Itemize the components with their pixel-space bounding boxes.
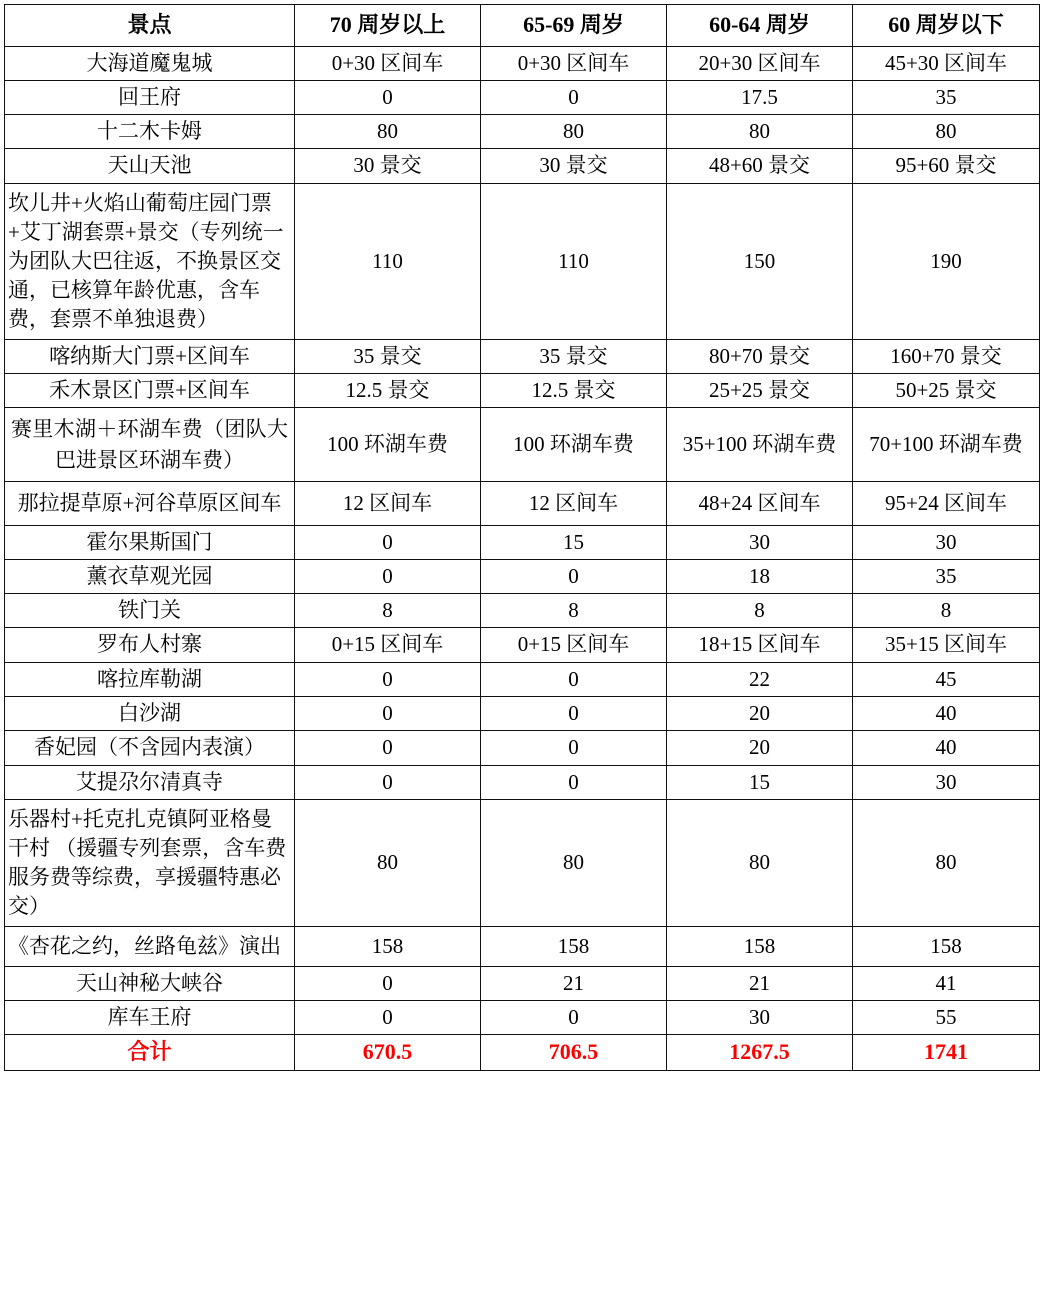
spot-name-cell: 大海道魔鬼城	[5, 46, 295, 80]
price-cell: 35+100 环湖车费	[667, 408, 853, 482]
price-cell: 45+30 区间车	[853, 46, 1040, 80]
price-cell: 30	[667, 1001, 853, 1035]
price-cell: 35 景交	[481, 339, 667, 373]
price-cell: 41	[853, 966, 1040, 1000]
price-cell: 20	[667, 697, 853, 731]
price-cell: 12.5 景交	[481, 373, 667, 407]
price-cell: 30 景交	[295, 149, 481, 183]
table-row	[5, 525, 1040, 559]
price-cell: 25+25 景交	[667, 373, 853, 407]
spot-name-cell: 天山神秘大峡谷	[5, 966, 295, 1000]
price-cell: 12 区间车	[295, 482, 481, 525]
price-cell: 95+24 区间车	[853, 482, 1040, 525]
price-cell: 30	[853, 765, 1040, 799]
price-cell: 40	[853, 697, 1040, 731]
price-cell: 0+30 区间车	[481, 46, 667, 80]
column-header-age-65-69: 65-69 周岁	[481, 5, 667, 47]
price-cell: 8	[481, 594, 667, 628]
price-cell: 17.5	[667, 80, 853, 114]
price-cell: 0	[481, 697, 667, 731]
spot-name-cell: 赛里木湖＋环湖车费（团队大巴进景区环湖车费）	[5, 408, 295, 482]
price-cell: 0	[481, 559, 667, 593]
spot-name-cell: 天山天池	[5, 149, 295, 183]
price-cell: 0	[295, 525, 481, 559]
table-row	[5, 697, 1040, 731]
price-cell: 70+100 环湖车费	[853, 408, 1040, 482]
price-cell: 48+24 区间车	[667, 482, 853, 525]
price-cell: 80+70 景交	[667, 339, 853, 373]
price-cell: 15	[481, 525, 667, 559]
spot-name-cell: 喀拉库勒湖	[5, 662, 295, 696]
table-row	[5, 46, 1040, 80]
price-cell: 158	[481, 926, 667, 966]
price-cell: 55	[853, 1001, 1040, 1035]
spot-name-cell: 坎儿井+火焰山葡萄庄园门票+艾丁湖套票+景交（专列统一为团队大巴往返，不换景区交通，已核算年龄优惠，含车费，套票不单独退费）	[5, 183, 295, 339]
price-cell: 190	[853, 183, 1040, 339]
spot-name-cell: 铁门关	[5, 594, 295, 628]
price-cell: 8	[295, 594, 481, 628]
spot-name-cell: 白沙湖	[5, 697, 295, 731]
price-cell: 80	[295, 115, 481, 149]
price-cell: 80	[295, 799, 481, 926]
price-cell: 18	[667, 559, 853, 593]
spot-name-cell: 喀纳斯大门票+区间车	[5, 339, 295, 373]
price-cell: 18+15 区间车	[667, 628, 853, 662]
spot-name-cell: 艾提尕尔清真寺	[5, 765, 295, 799]
table-body	[5, 46, 1040, 1070]
spot-name-cell: 香妃园（不含园内表演）	[5, 731, 295, 765]
column-header-age-under-60: 60 周岁以下	[853, 5, 1040, 47]
table-row	[5, 408, 1040, 482]
price-cell: 20	[667, 731, 853, 765]
price-cell: 80	[667, 115, 853, 149]
price-cell: 50+25 景交	[853, 373, 1040, 407]
price-cell: 0	[481, 1001, 667, 1035]
price-cell: 30	[667, 525, 853, 559]
spot-name-cell: 十二木卡姆	[5, 115, 295, 149]
price-cell: 0	[481, 80, 667, 114]
price-cell: 150	[667, 183, 853, 339]
price-cell: 0+30 区间车	[295, 46, 481, 80]
price-cell: 80	[481, 115, 667, 149]
table-header	[5, 5, 1040, 47]
column-header-age-70-plus: 70 周岁以上	[295, 5, 481, 47]
price-cell: 80	[667, 799, 853, 926]
table-row	[5, 1001, 1040, 1035]
price-cell: 22	[667, 662, 853, 696]
total-label: 合计	[5, 1035, 295, 1071]
price-cell: 12.5 景交	[295, 373, 481, 407]
column-header-spot: 景点	[5, 5, 295, 47]
table-row	[5, 115, 1040, 149]
table-row	[5, 799, 1040, 926]
price-cell: 0	[481, 765, 667, 799]
price-cell: 100 环湖车费	[295, 408, 481, 482]
price-cell: 158	[853, 926, 1040, 966]
spot-name-cell: 回王府	[5, 80, 295, 114]
price-cell: 12 区间车	[481, 482, 667, 525]
price-cell: 80	[853, 115, 1040, 149]
table-row	[5, 339, 1040, 373]
total-value: 670.5	[295, 1035, 481, 1071]
price-cell: 0	[295, 559, 481, 593]
price-cell: 95+60 景交	[853, 149, 1040, 183]
table-row	[5, 966, 1040, 1000]
price-cell: 80	[481, 799, 667, 926]
price-cell: 0	[295, 731, 481, 765]
table-row	[5, 731, 1040, 765]
price-cell: 110	[481, 183, 667, 339]
price-cell: 15	[667, 765, 853, 799]
table-row	[5, 594, 1040, 628]
price-cell: 35	[853, 80, 1040, 114]
table-row	[5, 482, 1040, 525]
spot-name-cell: 《杏花之约，丝路龟兹》演出	[5, 926, 295, 966]
price-cell: 100 环湖车费	[481, 408, 667, 482]
spot-name-cell: 库车王府	[5, 1001, 295, 1035]
price-cell: 0	[295, 1001, 481, 1035]
price-cell: 21	[481, 966, 667, 1000]
table-row	[5, 559, 1040, 593]
spot-name-cell: 薰衣草观光园	[5, 559, 295, 593]
price-cell: 110	[295, 183, 481, 339]
table-row	[5, 765, 1040, 799]
price-cell: 30	[853, 525, 1040, 559]
price-cell: 35+15 区间车	[853, 628, 1040, 662]
spot-name-cell: 霍尔果斯国门	[5, 525, 295, 559]
table-row	[5, 80, 1040, 114]
price-cell: 160+70 景交	[853, 339, 1040, 373]
price-cell: 8	[667, 594, 853, 628]
price-cell: 80	[853, 799, 1040, 926]
spot-name-cell: 乐器村+托克扎克镇阿亚格曼干村 （援疆专列套票，含车费服务费等综费，享援疆特惠必交）	[5, 799, 295, 926]
table-row	[5, 149, 1040, 183]
header-row	[5, 5, 1040, 47]
total-value: 1267.5	[667, 1035, 853, 1071]
price-cell: 158	[295, 926, 481, 966]
spot-name-cell: 那拉提草原+河谷草原区间车	[5, 482, 295, 525]
table-row	[5, 926, 1040, 966]
price-cell: 0+15 区间车	[481, 628, 667, 662]
total-value: 706.5	[481, 1035, 667, 1071]
price-cell: 158	[667, 926, 853, 966]
price-cell: 35 景交	[295, 339, 481, 373]
price-cell: 48+60 景交	[667, 149, 853, 183]
price-cell: 0	[295, 765, 481, 799]
price-cell: 0	[481, 662, 667, 696]
price-cell: 0	[295, 80, 481, 114]
price-cell: 20+30 区间车	[667, 46, 853, 80]
price-cell: 21	[667, 966, 853, 1000]
price-cell: 40	[853, 731, 1040, 765]
document-page	[0, 4, 1043, 1071]
price-cell: 0	[295, 966, 481, 1000]
total-value: 1741	[853, 1035, 1040, 1071]
table-row	[5, 373, 1040, 407]
price-cell: 0	[295, 662, 481, 696]
price-cell: 30 景交	[481, 149, 667, 183]
price-cell: 8	[853, 594, 1040, 628]
table-row	[5, 183, 1040, 339]
spot-name-cell: 禾木景区门票+区间车	[5, 373, 295, 407]
price-cell: 35	[853, 559, 1040, 593]
price-cell: 0	[295, 697, 481, 731]
scenic-spot-price-table	[4, 4, 1040, 1071]
total-row	[5, 1035, 1040, 1071]
price-cell: 45	[853, 662, 1040, 696]
column-header-age-60-64: 60-64 周岁	[667, 5, 853, 47]
spot-name-cell: 罗布人村寨	[5, 628, 295, 662]
table-row	[5, 628, 1040, 662]
price-cell: 0	[481, 731, 667, 765]
table-row	[5, 662, 1040, 696]
price-cell: 0+15 区间车	[295, 628, 481, 662]
